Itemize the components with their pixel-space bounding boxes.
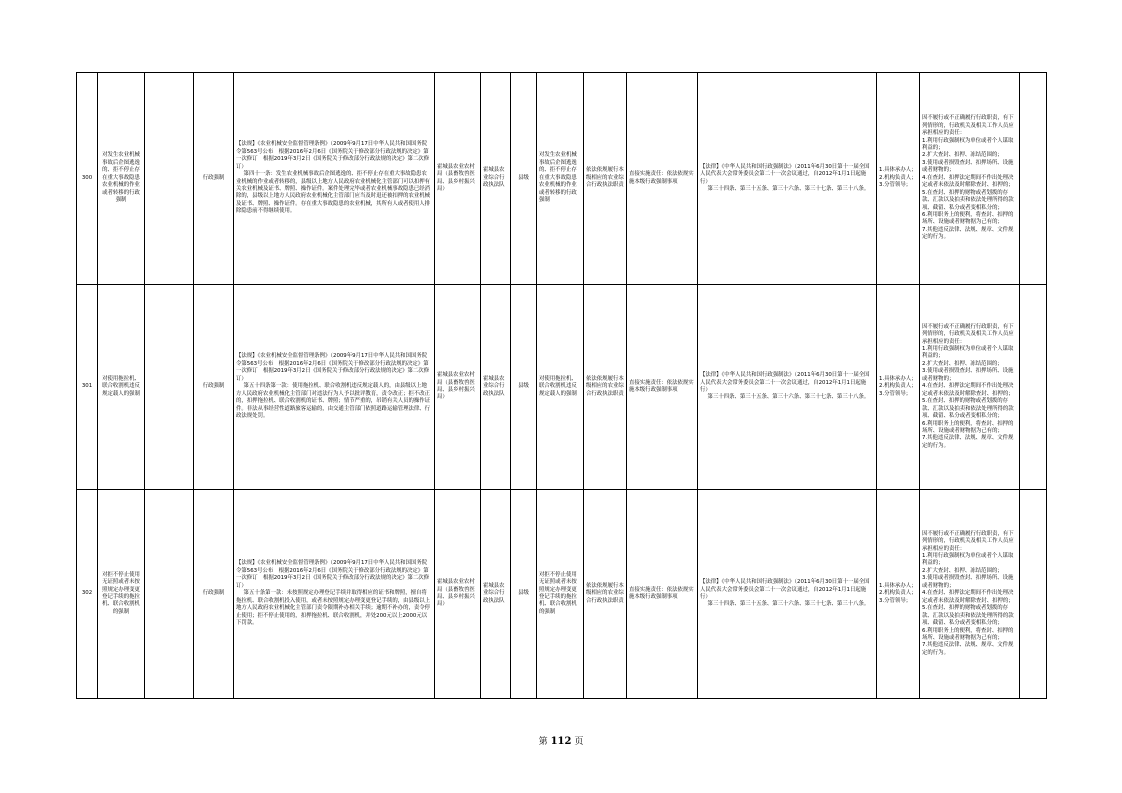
dept-cell: 霍城县农业农村局（县畜牧兽医局、县乡村振兴局）: [435, 285, 481, 490]
level-cell: 县级: [511, 490, 537, 699]
table-row: [77, 490, 1047, 699]
basis-cell: [234, 490, 435, 699]
table-row: [77, 73, 1047, 285]
dept-cell: 霍城县农业农村局（县畜牧兽医局、县乡村振兴局）: [435, 73, 481, 285]
unit-cell: 霍城县农业综合行政执法队: [481, 285, 511, 490]
basis-cell: [234, 73, 435, 285]
law-articles: 第三十四条、第三十五条、第三十六条、第三十七条、第三十八条。: [707, 601, 870, 608]
note-cell: [1020, 285, 1047, 490]
table-row: [77, 285, 1047, 490]
law-title: 【法律】《中华人民共和国行政强制法》（2011年6月30日第十一届全国人民代表大会常务委员会第二十一次会议通过，自2012年1月1日起施行）: [700, 579, 870, 600]
item-repeat-cell: 对发生农业机械事故后企图逃逸的、拒不停止存在重大事故隐患农业机械的作业或者转移的行政强制: [537, 73, 584, 285]
seq-cell: 301: [77, 285, 98, 490]
basis-regulation: 【法规】《农业机械安全监督管理条例》（2009年9月17日中华人民共和国国务院令第563号公布 根据2016年2月6日《国务院关于修改部分行政法规的决定》第一次修订 根据2019年3月2日《国务院关于修改部分行政法规的决定》第二次修订）: [236, 560, 430, 589]
dispose-cell: 1.具体承办人；2.机构负责人；3.分管领导；: [877, 73, 920, 285]
item-name-cell: 对拒不停止使用无证照或者未按照规定办理变更登记手续的拖拉机、联合收割机的强制: [98, 490, 145, 699]
item-repeat-cell: 对使用拖拉机、联合收割机违反规定载人的强制: [537, 285, 584, 490]
law-cell: [698, 490, 877, 699]
accountability-cell: 因不履行或不正确履行行政职责，有下列情形的，行政机关及相关工作人员应承担相应的责任： 1.利用行政强制权为单位或者个人谋取利益的； 2.扩大查封、扣押、冻结范围的； 3.使用或者损毁查封、扣押场所、设施或者财物的； 4.在查封、扣押法定期间不作出处理决定或者未依法及时解除查封、扣押的； 5.在查封、扣押的财物或者划拨的存款、汇款以及拍卖和依法处理所得的款项、截留、私分或者变相私分的； 6.利用职务上的便利，将查封、扣押的场所、设施或者财物据为己有的； 7.其他违反法律、法规、规章、文件规定的行为。: [920, 490, 1020, 699]
item-name-cell: 对发生农业机械事故后企图逃逸的、拒不停止存在重大事故隐患农业机械的作业或者转移的行政强制: [98, 73, 145, 285]
responsibility-cell: 直接实施责任：依法依规实施本级行政强制事项: [627, 285, 698, 490]
basis-article: 第五十四条第一款：使用拖拉机、联合收割机违反规定载人的，由县级以上地方人民政府农业机械化主管部门对违法行为人予以批评教育，责令改正；拒不改正的，扣押拖拉机、联合收割机的证书、牌照；情节严重的，吊销有关人员的操作证件。非法从事经营性道路旅客运输的，由交通主管部门依照道路运输管理法律、行政法规处罚。: [236, 383, 431, 420]
sub-item-cell: [145, 73, 194, 285]
type-cell: 行政强制: [194, 285, 234, 490]
law-articles: 第三十四条、第三十五条、第三十六条、第三十七条、第三十八条。: [707, 394, 870, 401]
duty-cell: 依法依规履行本级相应的农业综合行政执法职责: [584, 73, 627, 285]
level-cell: 县级: [511, 73, 537, 285]
basis-article: 第四十一条：发生农业机械事故后企图逃逸的、拒不停止存在重大事故隐患农业机械的作业或者转移的，县级以上地方人民政府农业机械化主管部门可以扣押有关农业机械及证书、牌照、操作证件。案件处理完毕或者农业机械事故隐患已经消除的，县级以上地方人民政府农业机械化主管部门应当及时退还被扣押的农业机械及证书、牌照、操作证件。存在重大事故隐患的农业机械，其所有人或者使用人排除隐患前不得继续使用。: [236, 171, 431, 215]
unit-cell: 霍城县农业综合行政执法队: [481, 73, 511, 285]
law-title: 【法律】《中华人民共和国行政强制法》（2011年6月30日第十一届全国人民代表大会常务委员会第二十一次会议通过，自2012年1月1日起施行）: [700, 372, 870, 393]
type-cell: 行政强制: [194, 73, 234, 285]
basis-cell: [234, 285, 435, 490]
sub-item-cell: [145, 285, 194, 490]
seq-cell: 300: [77, 73, 98, 285]
type-cell: 行政强制: [194, 490, 234, 699]
basis-article: 第五十条第一款：未按照规定办理登记手续并取得相应的证书和牌照，擅自将拖拉机、联合收割机投入使用，或者未按照规定办理变更登记手续的，由县级以上地方人民政府农业机械化主管部门责令限期补办相关手续；逾期不补办的，责令停止使用；拒不停止使用的，扣押拖拉机、联合收割机，并处200元以上2000元以下罚款。: [236, 590, 431, 627]
page-suffix: 页: [574, 737, 584, 747]
duty-cell: 依法依规履行本级相应的农业综合行政执法职责: [584, 490, 627, 699]
note-cell: [1020, 490, 1047, 699]
page-number-value: 112: [550, 736, 572, 747]
page-prefix: 第: [538, 737, 548, 747]
seq-cell: 302: [77, 490, 98, 699]
unit-cell: 霍城县农业综合行政执法队: [481, 490, 511, 699]
page-number: [0, 734, 1122, 747]
basis-regulation: 【法规】《农业机械安全监督管理条例》（2009年9月17日中华人民共和国国务院令第563号公布 根据2016年2月6日《国务院关于修改部分行政法规的决定》第一次修订 根据2019年3月2日《国务院关于修改部分行政法规的决定》第二次修订）: [236, 353, 430, 382]
responsibility-cell: 直接实施责任：依法依规实施本级行政强制事项: [627, 73, 698, 285]
power-list-table: [76, 72, 1047, 699]
law-articles: 第三十四条、第三十五条、第三十六条、第三十七条、第三十八条。: [707, 185, 870, 192]
dispose-cell: 1.具体承办人；2.机构负责人；3.分管领导；: [877, 285, 920, 490]
law-cell: [698, 73, 877, 285]
accountability-cell: 因不履行或不正确履行行政职责，有下列情形的，行政机关及相关工作人员应承担相应的责任： 1.利用行政强制权为单位或者个人谋取利益的； 2.扩大查封、扣押、冻结范围的； 3.使用或者损毁查封、扣押场所、设施或者财物的； 4.在查封、扣押法定期间不作出处理决定或者未依法及时解除查封、扣押的； 5.在查封、扣押的财物或者划拨的存款、汇款以及拍卖和依法处理所得的款项、截留、私分或者变相私分的； 6.利用职务上的便利，将查封、扣押的场所、设施或者财物据为己有的； 7.其他违反法律、法规、规章、文件规定的行为。: [920, 73, 1020, 285]
dispose-cell: 1.具体承办人；2.机构负责人；3.分管领导；: [877, 490, 920, 699]
law-title: 【法律】《中华人民共和国行政强制法》（2011年6月30日第十一届全国人民代表大会常务委员会第二十一次会议通过，自2012年1月1日起施行）: [700, 163, 870, 185]
item-name-cell: 对使用拖拉机、联合收割机违反规定载人的强制: [98, 285, 145, 490]
level-cell: 县级: [511, 285, 537, 490]
dept-cell: 霍城县农业农村局（县畜牧兽医局、县乡村振兴局）: [435, 490, 481, 699]
sub-item-cell: [145, 490, 194, 699]
duty-cell: 依法依规履行本级相应的农业综合行政执法职责: [584, 285, 627, 490]
basis-regulation: 【法规】《农业机械安全监督管理条例》（2009年9月17日中华人民共和国国务院令第563号公布 根据2016年2月6日《国务院关于修改部分行政法规的决定》第一次修订 根据2019年3月2日《国务院关于修改部分行政法规的决定》第二次修订）: [236, 141, 430, 170]
law-cell: [698, 285, 877, 490]
note-cell: [1020, 73, 1047, 285]
accountability-cell: 因不履行或不正确履行行政职责，有下列情形的，行政机关及相关工作人员应承担相应的责任： 1.利用行政强制权为单位或者个人谋取利益的； 2.扩大查封、扣押、冻结范围的； 3.使用或者损毁查封、扣押场所、设施或者财物的； 4.在查封、扣押法定期间不作出处理决定或者未依法及时解除查封、扣押的； 5.在查封、扣押的财物或者划拨的存款、汇款以及拍卖和依法处理所得的款项、截留、私分或者变相私分的； 6.利用职务上的便利，将查封、扣押的场所、设施或者财物据为己有的； 7.其他违反法律、法规、规章、文件规定的行为。: [920, 285, 1020, 490]
responsibility-cell: 直接实施责任：依法依规实施本级行政强制事项: [627, 490, 698, 699]
item-repeat-cell: 对拒不停止使用无证照或者未按照规定办理变更登记手续的拖拉机、联合收割机的强制: [537, 490, 584, 699]
